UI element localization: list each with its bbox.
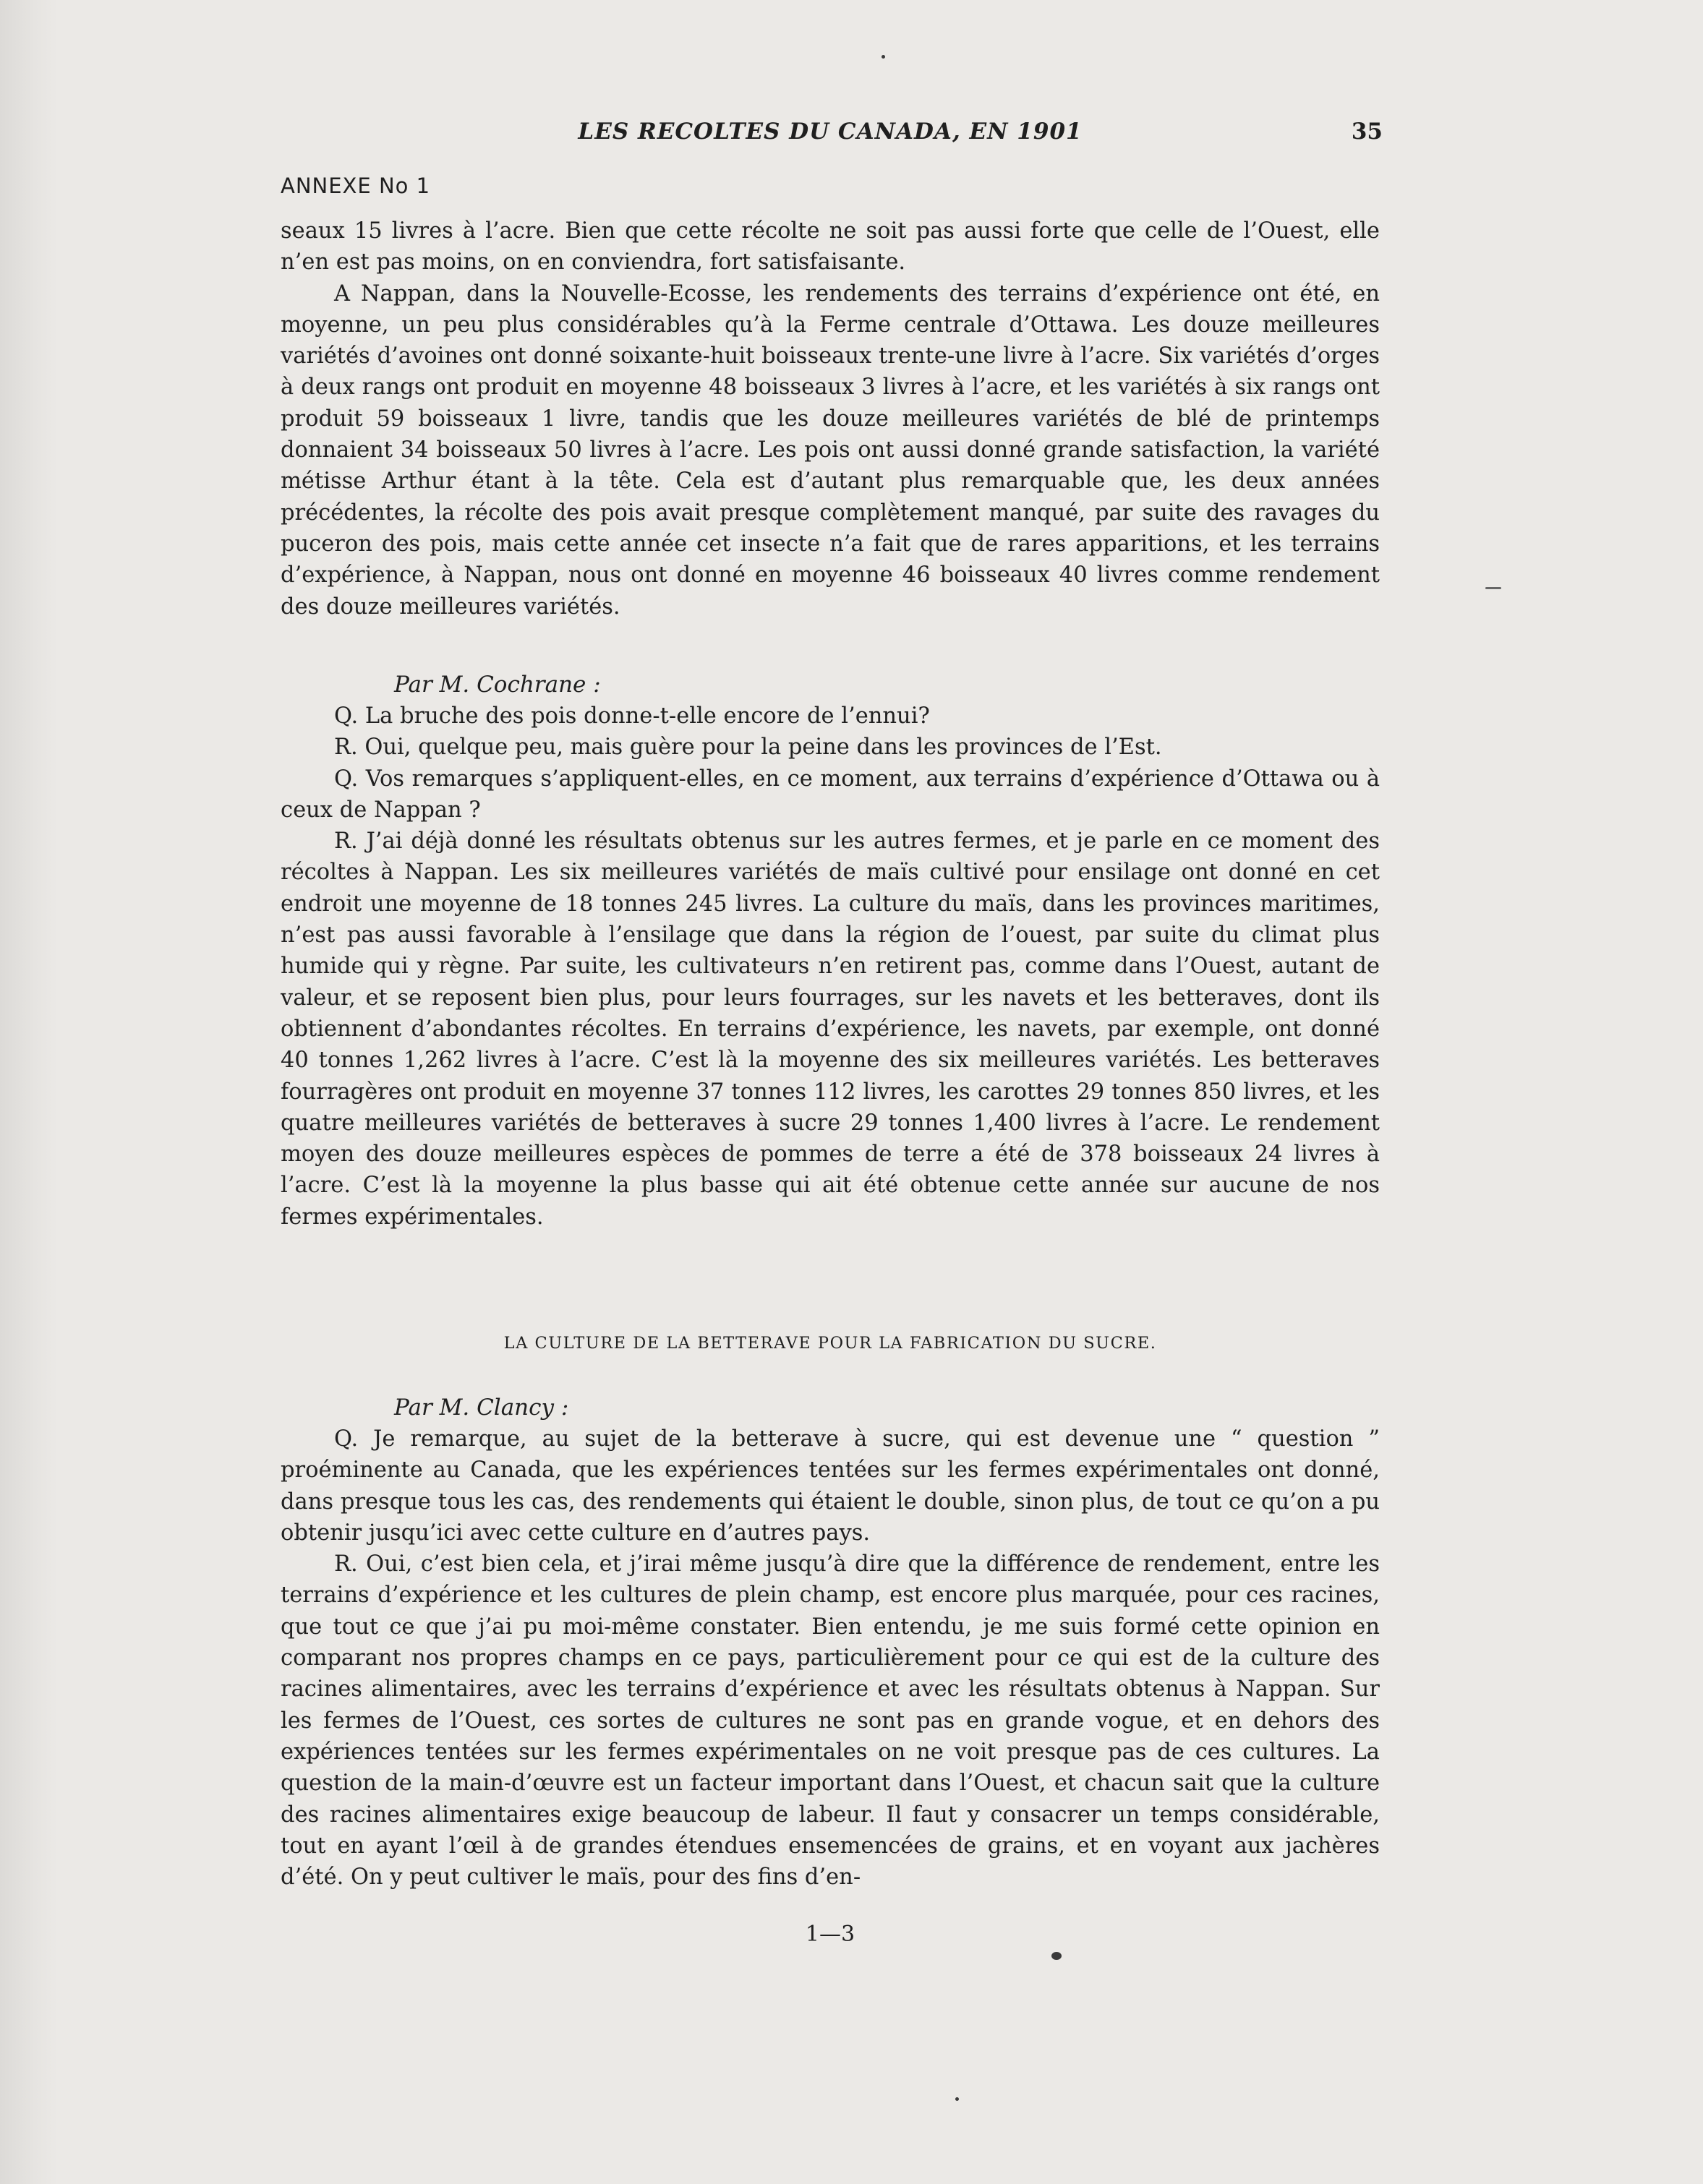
answer-paragraph: R. Oui, c’est bien cela, et j’irai même jusqu’à dire que la différence de rendement, entre les terrains d’expérience et les cultures de plein champ, est encore plus marquée, pour ces racines, que tout ce que j’ai pu moi-même constater. Bien entendu, je me suis formé cette opinion en comparant nos propres champs en ce pays, particulièrement pour ce qui est de la culture des racines alimentaires, avec les terrains d’expérience et avec les résultats obtenus à Nappan. Sur les fermes de l’Ouest, ces sortes de cultures ne sont pas en grande vogue, et en dehors des expériences tentées sur les fermes expérimentales on ne voit presque pas de ces cultures. La question de la main-d’œuvre est un facteur important dans l’Ouest, et chacun sait que la culture des racines alimentaires exige beaucoup de labeur. Il faut y consacrer un temps considérable, tout en ayant l’œil à de grandes étendues ensemencées de grains, et en voyant aux jachères d’été. On y peut cultiver le maïs, pour des fins d’en- <box>281 1551 1380 1890</box>
body-block-clancy <box>281 1392 1380 1893</box>
print-speck <box>1485 587 1501 589</box>
body-block-cochrane <box>281 669 1380 1233</box>
page-number: 35 <box>1351 119 1383 145</box>
running-header <box>281 119 1383 150</box>
annex-label: ANNEXE No 1 <box>281 174 431 198</box>
paragraph-nappan: A Nappan, dans la Nouvelle-Ecosse, les rendements des terrains d’expérience ont été, en moyenne, un peu plus considérables qu’à la Ferme centrale d’Ottawa. Les douze meilleures variétés d’avoines ont donné soixante-huit boisseaux trente-une livre à l’acre. Six variétés d’orges à deux rangs ont produit en moyenne 48 boisseaux 3 livres à l’acre, et les variétés à six rangs ont produit 59 boisseaux 1 livre, tandis que les douze meilleures variétés de blé de printemps donnaient 34 boisseaux 50 livres à l’acre. Les pois ont aussi donné grande satisfaction, la variété métisse Arthur étant à la tête. Cela est d’autant plus remarquable que, les deux années précédentes, la récolte des pois avait presque complètement manqué, par suite des ravages du puceron des pois, mais cette année cet insecte n’a fait que de rares apparitions, et les terrains d’expérience, à Nappan, nous ont donné en moyenne 46 boisseaux 40 livres comme rendement des douze meilleures variétés. <box>281 281 1380 620</box>
answer-paragraph: R. Oui, quelque peu, mais guère pour la peine dans les provinces de l’Est. <box>334 735 1162 761</box>
document-page <box>281 0 1383 2184</box>
signature-mark: 1—3 <box>805 1922 855 1947</box>
question-paragraph: Q. La bruche des pois donne-t-elle encore de l’ennui? <box>334 703 930 729</box>
answer-paragraph: R. J’ai déjà donné les résultats obtenus sur les autres fermes, et je parle en ce moment des récoltes à Nappan. Les six meilleures variétés de maïs cultivé pour ensilage ont donné en cet endroit une moyenne de 18 tonnes 245 livres. La culture du maïs, dans les provinces maritimes, n’est pas aussi favorable à l’ensilage que dans la région de l’ouest, par suite du climat plus humide qui y règne. Par suite, les cultivateurs n’en retirent pas, comme dans l’Ouest, autant de valeur, et se reposent bien plus, pour leurs fourrages, sur les navets et les betteraves, dont ils obtiennent d’abondantes récoltes. En terrains d’expérience, les navets, par exemple, ont donné 40 tonnes 1,262 livres à l’acre. C’est là la moyenne des six meilleures variétés. Les betteraves fourragères ont produit en moyenne 37 tonnes 112 livres, les carottes 29 tonnes 850 livres, et les quatre meilleures variétés de betteraves à sucre 29 tonnes 1,400 livres à l’acre. Le rendement moyen des douze meilleures espèces de pommes de terre a été de 378 boisseaux 24 livres à l’acre. C’est là la moyenne la plus basse qui ait été obtenue cette année sur aucune de nos fermes expérimentales. <box>281 828 1380 1230</box>
speaker-heading: Par M. Clancy : <box>394 1395 569 1421</box>
scan-shadow-edge <box>0 0 58 2184</box>
speaker-heading: Par M. Cochrane : <box>394 672 601 698</box>
body-block-opening <box>281 215 1380 622</box>
print-speck <box>955 2097 959 2101</box>
section-title: LA CULTURE DE LA BETTERAVE POUR LA FABRICATION DU SUCRE. <box>503 1334 1157 1353</box>
ornament-mark <box>1051 1952 1062 1960</box>
question-paragraph: Q. Je remarque, au sujet de la betterave à sucre, qui est devenue une “ question ” proéminente au Canada, que les expériences tentées sur les fermes expérimentales ont donné, dans presque tous les cas, des rendements qui étaient le double, sinon plus, de tout ce qu’on a pu obtenir jusqu’ici avec cette culture en d’autres pays. <box>281 1426 1380 1546</box>
question-paragraph: Q. Vos remarques s’appliquent-elles, en ce moment, aux terrains d’expérience d’Ottawa ou à ceux de Nappan ? <box>281 766 1380 823</box>
print-speck <box>882 55 885 59</box>
paragraph-continuation: seaux 15 livres à l’acre. Bien que cette récolte ne soit pas aussi forte que celle de l’Ouest, elle n’en est pas moins, on en conviendra, fort satisfaisante. <box>281 218 1380 275</box>
running-title: LES RECOLTES DU CANADA, EN 1901 <box>578 119 1083 145</box>
